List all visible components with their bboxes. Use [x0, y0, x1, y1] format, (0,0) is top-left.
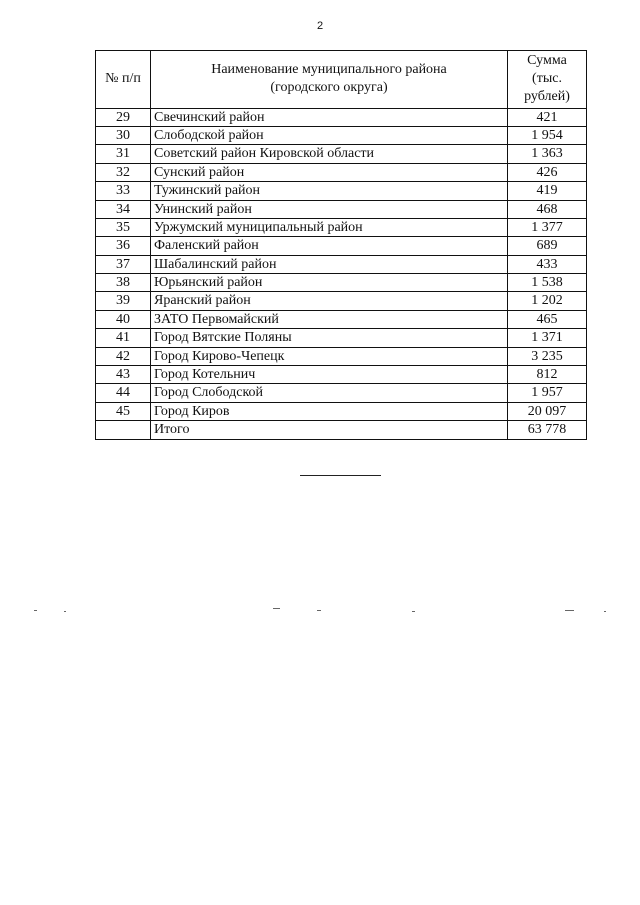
scan-speck — [412, 611, 415, 612]
scan-speck — [273, 608, 280, 609]
row-name: ЗАТО Первомайский — [151, 310, 508, 328]
table-row — [96, 237, 587, 255]
scan-speck — [64, 611, 66, 612]
scan-speck — [604, 611, 606, 612]
header-sum-line2: (тыс. рублей) — [524, 71, 570, 105]
row-name: Тужинский район — [151, 182, 508, 200]
row-name: Город Слободской — [151, 384, 508, 402]
row-number: 32 — [96, 163, 151, 181]
row-sum: 1 202 — [508, 292, 587, 310]
table-row — [96, 329, 587, 347]
row-sum: 1 371 — [508, 329, 587, 347]
row-sum: 419 — [508, 182, 587, 200]
row-number: 44 — [96, 384, 151, 402]
total-sum: 63 778 — [508, 421, 587, 439]
row-name: Советский район Кировской области — [151, 145, 508, 163]
table-row — [96, 402, 587, 420]
row-name: Слободской район — [151, 126, 508, 144]
table-row — [96, 163, 587, 181]
row-number: 31 — [96, 145, 151, 163]
row-sum: 468 — [508, 200, 587, 218]
row-name: Уржумский муниципальный район — [151, 218, 508, 236]
header-name-line2: (городского округа) — [270, 80, 388, 96]
header-sum — [508, 51, 587, 109]
row-number: 35 — [96, 218, 151, 236]
row-sum: 421 — [508, 108, 587, 126]
row-sum: 812 — [508, 366, 587, 384]
row-number: 36 — [96, 237, 151, 255]
header-name — [151, 51, 508, 109]
table-row — [96, 218, 587, 236]
total-name: Итого — [151, 421, 508, 439]
row-number: 37 — [96, 255, 151, 273]
row-sum: 1 957 — [508, 384, 587, 402]
table-row — [96, 182, 587, 200]
table-row — [96, 347, 587, 365]
row-number: 30 — [96, 126, 151, 144]
row-sum: 433 — [508, 255, 587, 273]
table-row — [96, 255, 587, 273]
row-name: Юрьянский район — [151, 274, 508, 292]
row-number: 40 — [96, 310, 151, 328]
table-row — [96, 366, 587, 384]
row-name: Город Киров — [151, 402, 508, 420]
row-number: 29 — [96, 108, 151, 126]
total-number — [96, 421, 151, 439]
row-number: 34 — [96, 200, 151, 218]
table-row — [96, 108, 587, 126]
row-name: Яранский район — [151, 292, 508, 310]
row-sum: 1 377 — [508, 218, 587, 236]
row-number: 33 — [96, 182, 151, 200]
row-name: Город Вятские Поляны — [151, 329, 508, 347]
row-sum: 3 235 — [508, 347, 587, 365]
scan-speck — [565, 610, 574, 611]
header-sum-line1: Сумма — [527, 53, 567, 68]
row-sum: 1 363 — [508, 145, 587, 163]
allocation-table — [95, 50, 587, 440]
row-name: Город Кирово-Чепецк — [151, 347, 508, 365]
row-number: 38 — [96, 274, 151, 292]
header-name-line1: Наименование муниципального района — [211, 62, 447, 78]
table-row — [96, 274, 587, 292]
row-number: 45 — [96, 402, 151, 420]
table-header-row — [96, 51, 587, 109]
row-name: Свечинский район — [151, 108, 508, 126]
row-sum: 426 — [508, 163, 587, 181]
table-total-row — [96, 421, 587, 439]
page-number: 2 — [316, 20, 324, 32]
table-row — [96, 126, 587, 144]
table-row — [96, 384, 587, 402]
row-sum: 465 — [508, 310, 587, 328]
table-row — [96, 145, 587, 163]
table-row — [96, 292, 587, 310]
table-row — [96, 310, 587, 328]
row-number: 43 — [96, 366, 151, 384]
end-divider-line — [300, 475, 381, 476]
row-sum: 1 538 — [508, 274, 587, 292]
row-sum: 20 097 — [508, 402, 587, 420]
row-sum: 1 954 — [508, 126, 587, 144]
header-number: № п/п — [96, 51, 151, 109]
row-name: Сунский район — [151, 163, 508, 181]
row-name: Шабалинский район — [151, 255, 508, 273]
row-number: 42 — [96, 347, 151, 365]
scan-speck — [317, 610, 321, 611]
table-body — [96, 108, 587, 439]
row-number: 39 — [96, 292, 151, 310]
row-name: Унинский район — [151, 200, 508, 218]
scan-speck — [34, 610, 37, 611]
row-name: Фаленский район — [151, 237, 508, 255]
row-sum: 689 — [508, 237, 587, 255]
row-name: Город Котельнич — [151, 366, 508, 384]
row-number: 41 — [96, 329, 151, 347]
table-row — [96, 200, 587, 218]
